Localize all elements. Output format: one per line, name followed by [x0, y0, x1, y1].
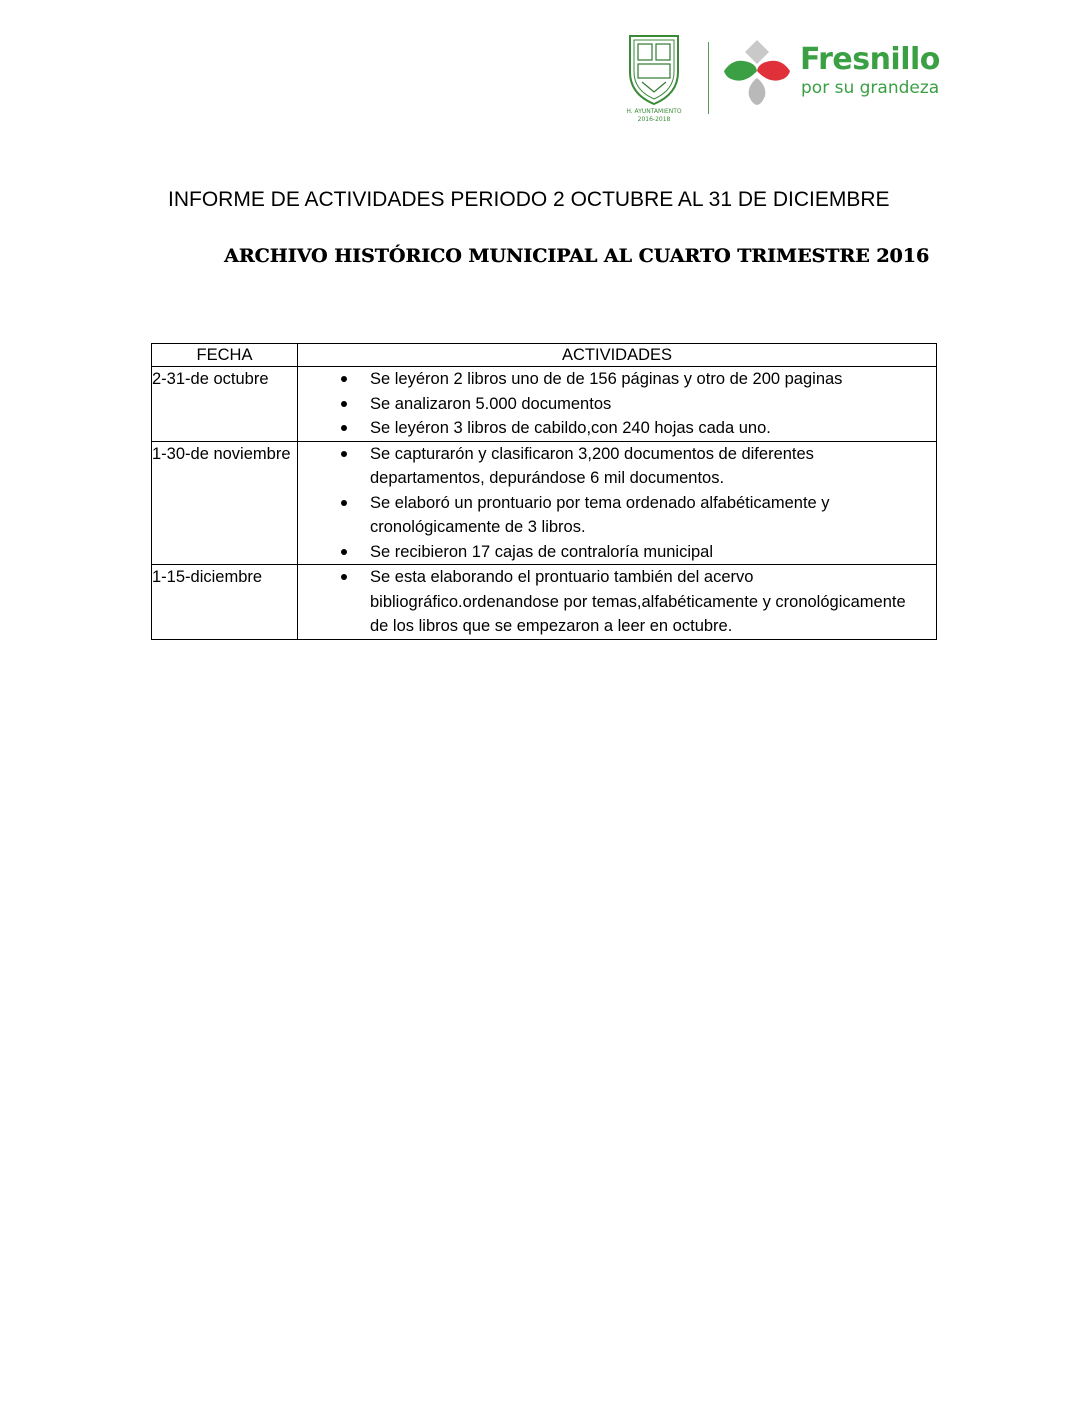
logo-divider	[708, 42, 709, 114]
brand-name: Fresnillo	[800, 42, 940, 77]
row-date: 1-15-diciembre	[152, 565, 298, 640]
table-row	[152, 441, 937, 565]
activity-item: Se leyéron 2 libros uno de de 156 páginas y otro de 200 paginas	[370, 367, 936, 392]
brand-tagline: por su grandeza	[801, 78, 940, 98]
row-activities	[298, 565, 937, 640]
row-date: 1-30-de noviembre	[152, 441, 298, 565]
row-activities	[298, 441, 937, 565]
column-header-activities: ACTIVIDADES	[298, 344, 937, 367]
table-header-row	[152, 344, 937, 367]
activity-list	[298, 442, 936, 565]
activity-list	[298, 565, 936, 639]
activity-item: Se leyéron 3 libros de cabildo,con 240 hojas cada uno.	[370, 416, 936, 441]
seal-caption: H. AYUNTAMIENTO	[626, 108, 682, 115]
activity-item: Se elaboró un prontuario por tema ordenado alfabéticamente y cronológicamente de 3 libros.	[370, 491, 936, 540]
table-row	[152, 565, 937, 640]
activity-list	[298, 367, 936, 441]
header-logos	[620, 30, 960, 120]
municipal-seal-logo	[624, 32, 684, 122]
fresnillo-flower-icon	[722, 38, 792, 106]
table-row	[152, 367, 937, 442]
row-date: 2-31-de octubre	[152, 367, 298, 442]
row-activities	[298, 367, 937, 442]
seal-year: 2016-2018	[637, 116, 671, 122]
column-header-date: FECHA	[152, 344, 298, 367]
activity-item: Se recibieron 17 cajas de contraloría municipal	[370, 540, 936, 565]
document-subtitle: ARCHIVO HISTÓRICO MUNICIPAL AL CUARTO TRIMESTRE 2016	[224, 245, 930, 267]
activity-item: Se esta elaborando el prontuario también del acervo bibliográfico.ordenandose por temas,alfabéticamente y cronológicamente de los libros que se empezaron a leer en octubre.	[370, 565, 936, 639]
activity-item: Se analizaron 5.000 documentos	[370, 392, 936, 417]
activities-table	[151, 343, 937, 640]
activity-item: Se capturarón y clasificaron 3,200 documentos de diferentes departamentos, depurándose 6 mil documentos.	[370, 442, 936, 491]
document-title: INFORME DE ACTIVIDADES PERIODO 2 OCTUBRE AL 31 DE DICIEMBRE	[168, 188, 890, 211]
